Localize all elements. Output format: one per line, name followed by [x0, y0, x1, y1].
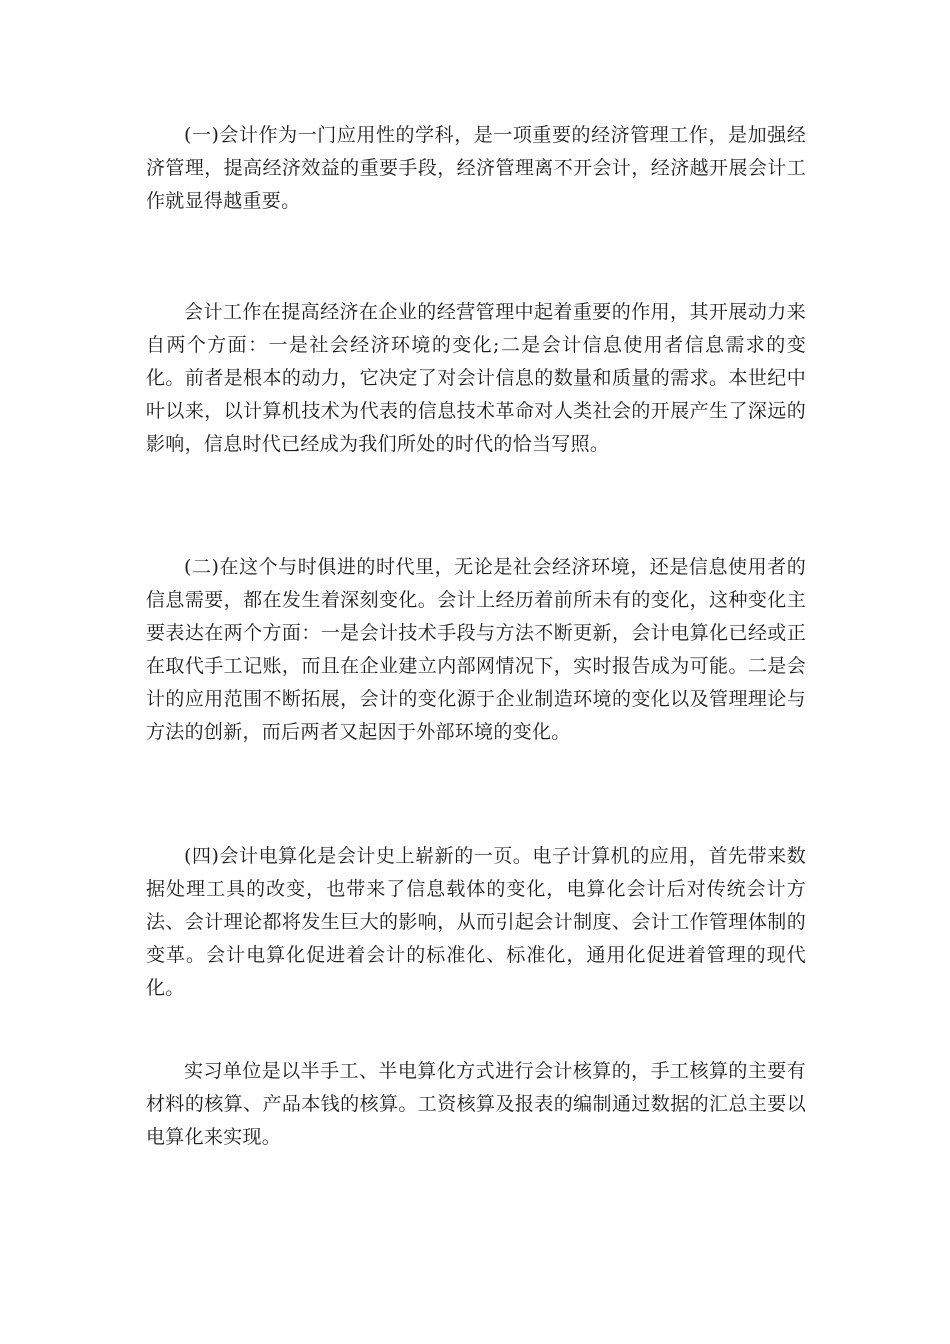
paragraph-internship-unit: 实习单位是以半手工、半电算化方式进行会计核算的，手工核算的主要有材料的核算、产品本钱的核算。工资核算及报表的编制通过数据的汇总主要以电算化来实现。 — [146, 1060, 806, 1148]
paragraph-computerized-accounting: (四)会计电算化是会计史上崭新的一页。电子计算机的应用，首先带来数据处理工具的改变，也带来了信息载体的变化，电算化会计后对传统会计方法、会计理论都将发生巨大的影响，从而引起会计制度、会计工作管理体制的变革。会计电算化促进着会计的标准化、标准化，通用化促进着管理的现代化。 — [146, 845, 806, 999]
paragraph-changing-era: (二)在这个与时俱进的时代里，无论是社会经济环境，还是信息使用者的信息需要，都在发生着深刻变化。会计上经历着前所未有的变化，这种变化主要表达在两个方面：一是会计技术手段与方法不断更新，会计电算化已经或正在取代手工记账，而且在企业建立内部网情况下，实时报告成为可能。二是会计的应用范围不断拓展，会计的变化源于企业制造环境的变化以及管理理论与方法的创新，而后两者又起因于外部环境的变化。 — [146, 556, 806, 743]
paragraph-accounting-drivers: 会计工作在提高经济在企业的经营管理中起着重要的作用，其开展动力来自两个方面：一是社会经济环境的变化;二是会计信息使用者信息需求的变化。前者是根本的动力，它决定了对会计信息的数量和质量的需求。本世纪中叶以来，以计算机技术为代表的信息技术革命对人类社会的开展产生了深远的影响，信息时代已经成为我们所处的时代的恰当写照。 — [146, 301, 806, 455]
paragraph-accounting-discipline: (一)会计作为一门应用性的学科，是一项重要的经济管理工作，是加强经济管理，提高经济效益的重要手段，经济管理离不开会计，经济越开展会计工作就显得越重要。 — [146, 124, 806, 212]
